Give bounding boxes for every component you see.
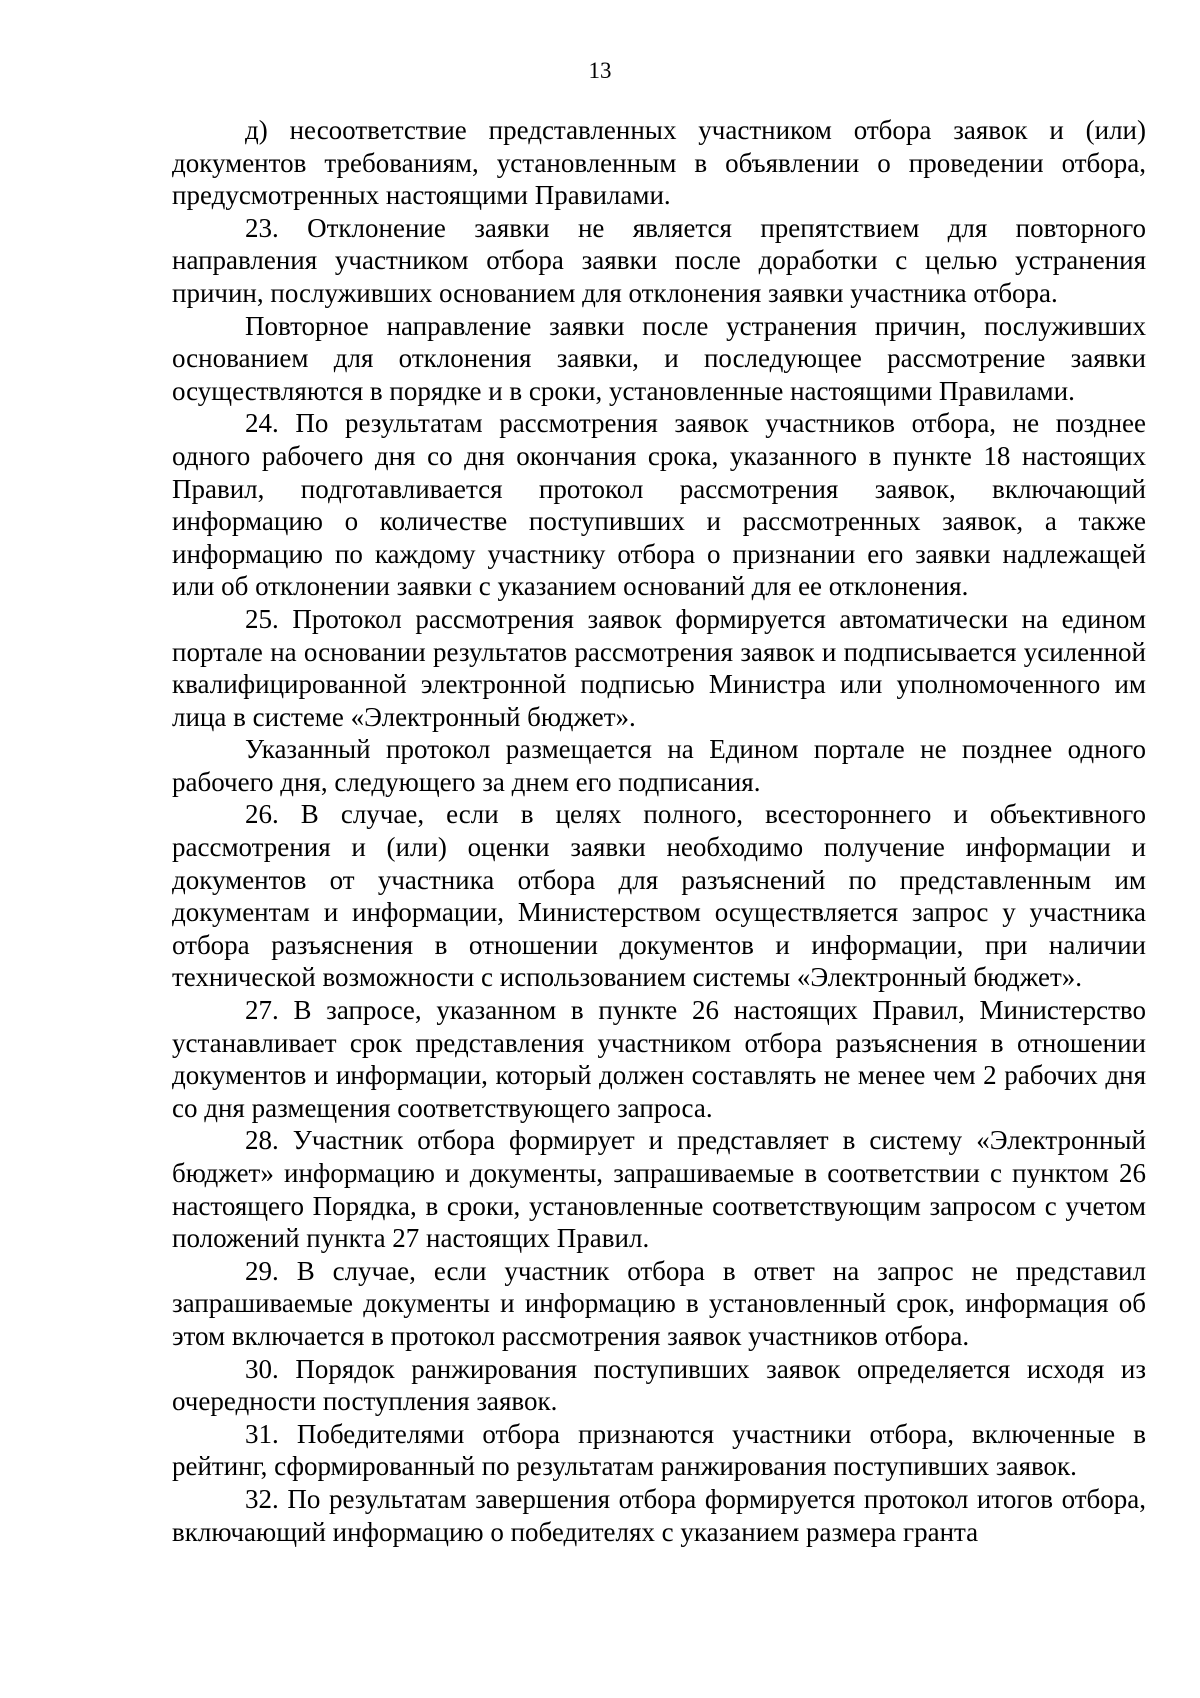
- document-body: [172, 114, 1146, 1548]
- paragraph-32: 32. По результатам завершения отбора формируется протокол итогов отбора, включающий информацию о победителях с указанием размера гранта: [172, 1483, 1146, 1547]
- paragraph-25-continued: Указанный протокол размещается на Едином портале не позднее одного рабочего дня, следующего за днем его подписания.: [172, 734, 1146, 797]
- paragraph-31: 31. Победителями отбора признаются участники отбора, включенные в рейтинг, сформированный по результатам ранжирования поступивших заявок.: [172, 1418, 1146, 1482]
- page-number: 13: [588, 58, 612, 83]
- paragraph-24: 24. По результатам рассмотрения заявок участников отбора, не позднее одного рабочего дня со дня окончания срока, указанного в пункте 18 настоящих Правил, подготавливается протокол рассмотрения заявок, включающий информацию о количестве поступивших и рассмотренных заявок, а также информацию по каждому участнику отбора о признании его заявки надлежащей или об отклонении заявки с указанием оснований для ее отклонения.: [172, 408, 1146, 602]
- paragraph-27: 27. В запросе, указанном в пункте 26 настоящих Правил, Министерство устанавливает срок представления участником отбора разъяснения в отношении документов и информации, который должен составлять не менее чем 2 рабочих дня со дня размещения соответствующего запроса.: [172, 995, 1146, 1123]
- paragraph-25: 25. Протокол рассмотрения заявок формируется автоматически на едином портале на основании результатов рассмотрения заявок и подписывается усиленной квалифицированной электронной подписью Министра или уполномоченного им лица в системе «Электронный бюджет».: [172, 603, 1146, 732]
- paragraph-23: 23. Отклонение заявки не является препятствием для повторного направления участником отбора заявки после доработки с целью устранения причин, послуживших основанием для отклонения заявки участника отбора.: [172, 212, 1146, 308]
- paragraph-30: 30. Порядок ранжирования поступивших заявок определяется исходя из очередности поступления заявок.: [172, 1353, 1146, 1417]
- paragraph-d: д) несоответствие представленных участником отбора заявок и (или) документов требованиям, установленным в объявлении о проведении отбора, предусмотренных настоящими Правилами.: [172, 115, 1146, 211]
- paragraph-28: 28. Участник отбора формирует и представляет в систему «Электронный бюджет» информацию и документы, запрашиваемые в соответствии с пунктом 26 настоящего Порядка, в сроки, установленные соответствующим запросом с учетом положений пункта 27 настоящих Правил.: [172, 1125, 1146, 1254]
- paragraph-26: 26. В случае, если в целях полного, всестороннего и объективного рассмотрения и (или) оценки заявки необходимо получение информации и документов от участника отбора для разъяснений по представленным им документам и информации, Министерством осуществляется запрос у участника отбора разъяснения в отношении документов и информации, при наличии технической возможности с использованием системы «Электронный бюджет».: [172, 799, 1146, 993]
- paragraph-29: 29. В случае, если участник отбора в ответ на запрос не представил запрашиваемые документы и информацию в установленный срок, информация об этом включается в протокол рассмотрения заявок участников отбора.: [172, 1255, 1146, 1351]
- paragraph-23-continued: Повторное направление заявки после устранения причин, послуживших основанием для отклонения заявки, и последующее рассмотрение заявки осуществляются в порядке и в сроки, установленные настоящими Правилами.: [172, 310, 1146, 406]
